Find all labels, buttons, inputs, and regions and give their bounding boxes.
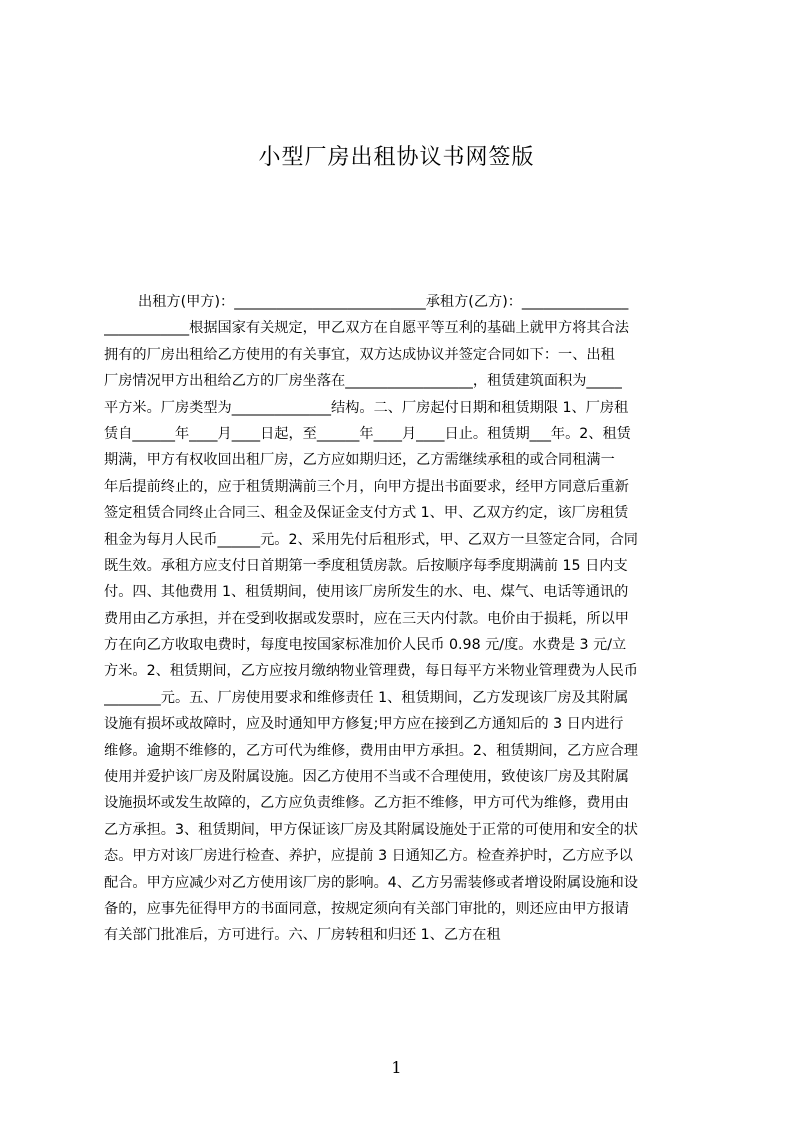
body-line: 态。甲方对该厂房进行检查、养护，应提前 3 日通知乙方。检查养护时，乙方应予以: [104, 848, 633, 865]
body-line: 出租方(甲方)：___________________________承租方(乙方)：_______________: [138, 294, 629, 310]
body-line: 租金为每月人民币______元。2、采用先付后租形式，甲、乙双方一旦签定合同，合同: [104, 531, 638, 548]
body-line: 年后提前终止的，应于租赁期满前三个月，向甲方提出书面要求，经甲方同意后重新: [104, 478, 629, 495]
body-line: 既生效。承租方应支付日首期第一季度租赁房款。后按顺序每季度期满前 15 日内支: [104, 557, 628, 574]
body-line: 费用由乙方承担，并在受到收据或发票时，应在三天内付款。电价由于损耗，所以甲: [104, 610, 629, 627]
body-line: ____________根据国家有关规定，甲乙双方在自愿平等互利的基础上就甲方将其合法: [104, 320, 629, 337]
body-line: 方在向乙方收取电费时，每度电按国家标准加价人民币 0.98 元/度。水费是 3 元/立: [104, 637, 627, 654]
body-line: 设施有损坏或故障时，应及时通知甲方修复;甲方应在接到乙方通知后的 3 日内进行: [104, 716, 624, 733]
body-line: 备的，应事先征得甲方的书面同意，按规定须向有关部门审批的，则还应由甲方报请: [104, 900, 629, 917]
body-line: 付。四、其他费用 1、租赁期间，使用该厂房所发生的水、电、煤气、电话等通讯的: [104, 584, 629, 601]
body-line: 拥有的厂房出租给乙方使用的有关事宜，双方达成协议并签定合同如下：一、出租: [104, 346, 615, 363]
body-line: 方米。2、租赁期间，乙方应按月缴纳物业管理费，每日每平方米物业管理费为人民币: [104, 663, 638, 680]
body-line: 平方米。厂房类型为______________结构。二、厂房起付日期和租赁期限 1、厂房租: [104, 399, 629, 416]
body-line: ________元。五、厂房使用要求和维修责任 1、租赁期间，乙方发现该厂房及其附属: [104, 689, 629, 706]
body-line: 维修。逾期不维修的，乙方可代为维修，费用由甲方承担。2、租赁期间，乙方应合理: [104, 742, 638, 759]
body-line: 有关部门批准后，方可进行。六、厂房转租和归还 1、乙方在租: [104, 927, 501, 944]
document-body: [104, 289, 698, 949]
body-line: 使用并爱护该厂房及附属设施。因乙方使用不当或不合理使用，致使该厂房及其附属: [104, 769, 629, 786]
body-line: 赁自______年____月____日起，至______年____月____日止。租赁期___年。2、租赁: [104, 425, 631, 442]
page-number: 1: [391, 1058, 402, 1077]
body-line: 厂房情况甲方出租给乙方的厂房坐落在__________________，租赁建筑面积为_____: [104, 373, 622, 390]
body-line: 期满，甲方有权收回出租厂房，乙方应如期归还，乙方需继续承租的或合同租满一: [104, 452, 615, 469]
body-line: 乙方承担。3、租赁期间，甲方保证该厂房及其附属设施处于正常的可使用和安全的状: [104, 821, 638, 838]
body-line: 配合。甲方应减少对乙方使用该厂房的影响。4、乙方另需装修或者增设附属设施和设: [104, 874, 638, 891]
body-line: 签定租赁合同终止合同三、租金及保证金支付方式 1、甲、乙双方约定，该厂房租赁: [104, 505, 629, 522]
body-line: 设施损坏或发生故障的，乙方应负责维修。乙方拒不维修，甲方可代为维修，费用由: [104, 795, 629, 812]
document-title: 小型厂房出租协议书网签版: [258, 145, 535, 170]
